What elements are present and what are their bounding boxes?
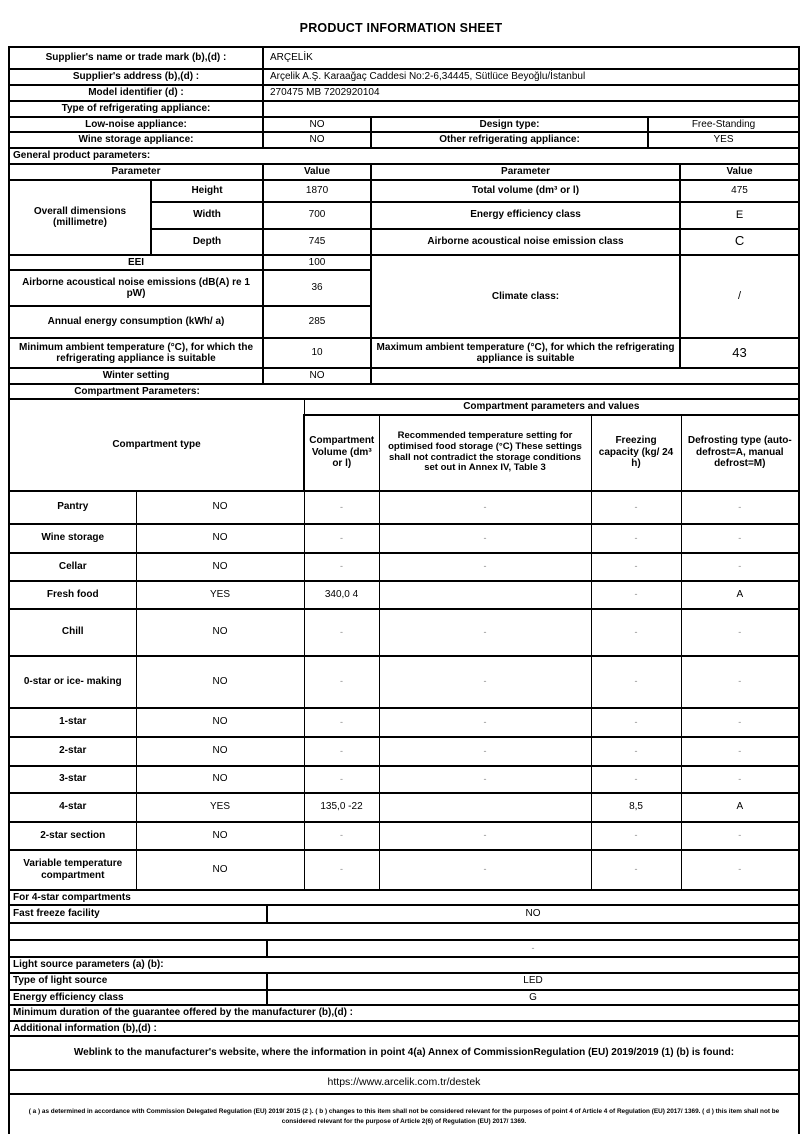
light-class-value: G — [267, 990, 799, 1006]
table-row — [9, 990, 799, 1006]
compartment-type-label: 2-star section — [9, 822, 136, 850]
table-row — [9, 1036, 799, 1070]
supplier-address-value: Arçelik A.Ş. Karaağaç Caddesi No:2-6,34445, Sütlüce Beyoğlu/İstanbul — [263, 69, 799, 85]
compartment-present: NO — [136, 609, 304, 656]
value-column-header-right: Value — [680, 164, 799, 180]
compartment-row-4-star — [9, 793, 799, 822]
wine-storage-appliance-value: NO — [263, 132, 371, 148]
compartment-row-2-star — [9, 737, 799, 766]
noise-emissions-label: Airborne acoustical noise emissions (dB(A) re 1 pW) — [9, 270, 263, 306]
overall-dimensions-label: Overall dimensions (millimetre) — [9, 180, 151, 255]
compartment-type-label: Pantry — [9, 491, 136, 524]
compartment-type-label: 1-star — [9, 708, 136, 737]
compartment-volume: - — [304, 491, 379, 524]
general-parameters-table — [8, 163, 800, 401]
table-row — [9, 117, 799, 133]
width-label: Width — [151, 202, 263, 229]
compartment-parameters-section — [9, 384, 799, 400]
table-row — [9, 1094, 799, 1134]
compartment-volume: - — [304, 850, 379, 890]
compartment-defrost: - — [681, 708, 799, 737]
sheet-body — [8, 46, 798, 1134]
compartment-present: NO — [136, 524, 304, 553]
freezing-capacity-header: Freezing capacity (kg/ 24 h) — [591, 415, 681, 491]
compartment-present: NO — [136, 822, 304, 850]
compartment-freezing: - — [591, 553, 681, 581]
compartment-freezing: 8,5 — [591, 793, 681, 822]
defrosting-type-header: Defrosting type (auto-defrost=A, manual defrost=M) — [681, 415, 799, 491]
section-row — [9, 957, 799, 973]
empty-row — [9, 923, 799, 940]
noise-class-value: C — [680, 229, 799, 255]
compartment-temp: - — [379, 766, 591, 793]
supplier-table — [8, 46, 800, 165]
compartment-volume-header: Compartment Volume (dm³ or l) — [304, 415, 379, 491]
compartment-freezing: - — [591, 766, 681, 793]
climate-class-value: / — [680, 255, 799, 339]
climate-class-label: Climate class: — [371, 255, 680, 339]
compartment-temp: - — [379, 491, 591, 524]
compartment-volume: - — [304, 822, 379, 850]
compartment-row-2-star-section — [9, 822, 799, 850]
compartment-defrost: - — [681, 491, 799, 524]
light-source-section-label: Light source parameters (a) (b): — [9, 957, 799, 973]
compartment-row-3-star — [9, 766, 799, 793]
width-value: 700 — [263, 202, 371, 229]
min-ambient-label: Minimum ambient temperature (°C), for which the refrigerating appliance is suitable — [9, 338, 263, 368]
compartment-freezing: - — [591, 708, 681, 737]
compartment-group-header: Compartment parameters and values — [304, 399, 799, 415]
depth-label: Depth — [151, 229, 263, 255]
compartment-freezing: - — [591, 581, 681, 609]
compartment-defrost: - — [681, 524, 799, 553]
compartment-present: NO — [136, 766, 304, 793]
compartment-freezing: - — [591, 524, 681, 553]
compartment-temp: - — [379, 737, 591, 766]
max-ambient-value: 43 — [680, 338, 799, 368]
compartment-defrost: - — [681, 609, 799, 656]
compartment-type-label: 0-star or ice- making — [9, 656, 136, 708]
compartment-defrost: - — [681, 766, 799, 793]
compartment-row-variable-temp — [9, 850, 799, 890]
table-row — [9, 905, 799, 923]
value-column-header: Value — [263, 164, 371, 180]
compartment-freezing: - — [591, 609, 681, 656]
recommended-temp-header: Recommended temperature setting for optimised food storage (°C) These settings shall not contradict the storage conditions set out in Annex IV, Table 3 — [379, 415, 591, 491]
additional-info-label: Additional information (b),(d) : — [9, 1021, 799, 1037]
eei-label: EEI — [9, 255, 263, 271]
supplier-address-label: Supplier's address (b),(d) : — [9, 69, 263, 85]
model-identifier-value: 270475 MB 7202920104 — [263, 85, 799, 101]
compartment-present: NO — [136, 491, 304, 524]
height-label: Height — [151, 180, 263, 202]
light-type-label: Type of light source — [9, 973, 267, 990]
fast-freeze-value: NO — [267, 905, 799, 923]
total-volume-value: 475 — [680, 180, 799, 202]
four-star-section-label: For 4-star compartments — [9, 890, 799, 906]
depth-value: 745 — [263, 229, 371, 255]
compartment-present: YES — [136, 581, 304, 609]
compartment-volume: 135,0 -22 — [304, 793, 379, 822]
noise-class-label: Airborne acoustical noise emission class — [371, 229, 680, 255]
compartment-temp: - — [379, 524, 591, 553]
compartment-freezing: - — [591, 656, 681, 708]
compartment-volume: - — [304, 524, 379, 553]
table-row — [9, 973, 799, 990]
winter-setting-label: Winter setting — [9, 368, 263, 384]
compartment-row-fresh-food — [9, 581, 799, 609]
winter-setting-value: NO — [263, 368, 371, 384]
compartment-row-1-star — [9, 708, 799, 737]
compartment-row-0-star — [9, 656, 799, 708]
compartment-defrost: - — [681, 737, 799, 766]
annual-energy-label: Annual energy consumption (kWh/ a) — [9, 306, 263, 338]
table-row — [9, 255, 799, 271]
compartment-temp — [379, 581, 591, 609]
table-row — [9, 69, 799, 85]
compartment-type-label: 2-star — [9, 737, 136, 766]
table-row — [9, 368, 799, 384]
compartment-present: NO — [136, 656, 304, 708]
compartment-defrost: - — [681, 822, 799, 850]
general-parameters-section-label: General product parameters: — [9, 148, 799, 164]
light-type-value: LED — [267, 973, 799, 990]
low-noise-value: NO — [263, 117, 371, 133]
compartment-parameters-section-label: Compartment Parameters: — [74, 385, 200, 397]
compartment-present: NO — [136, 850, 304, 890]
compartment-defrost: - — [681, 656, 799, 708]
section-row — [9, 148, 799, 164]
table-row — [9, 940, 799, 957]
compartment-temp: - — [379, 708, 591, 737]
light-class-label: Energy efficiency class — [9, 990, 267, 1006]
compartment-type-label: Fresh food — [9, 581, 136, 609]
compartment-type-header: Compartment type — [9, 399, 304, 491]
table-row — [9, 47, 799, 69]
table-row — [9, 132, 799, 148]
compartment-volume: - — [304, 737, 379, 766]
parameter-column-header: Parameter — [9, 164, 263, 180]
noise-emissions-value: 36 — [263, 270, 371, 306]
header-row — [9, 399, 799, 415]
wine-storage-appliance-label: Wine storage appliance: — [9, 132, 263, 148]
weblink-label: Weblink to the manufacturer's website, where the information in point 4(a) Annex of CommissionRegulation (EU) 2019/2019 (1) (b) is found: — [9, 1036, 799, 1070]
table-row — [9, 338, 799, 368]
compartment-defrost: A — [681, 581, 799, 609]
supplier-name-label: Supplier's name or trade mark (b),(d) : — [9, 47, 263, 69]
annual-energy-value: 285 — [263, 306, 371, 338]
compartment-present: NO — [136, 737, 304, 766]
compartment-row-pantry — [9, 491, 799, 524]
table-row — [9, 1070, 799, 1094]
compartment-type-label: Chill — [9, 609, 136, 656]
compartment-volume: - — [304, 656, 379, 708]
min-ambient-value: 10 — [263, 338, 371, 368]
compartment-defrost: - — [681, 553, 799, 581]
compartment-temp: - — [379, 822, 591, 850]
compartment-volume: - — [304, 766, 379, 793]
header-row — [9, 164, 799, 180]
empty-label-cell — [9, 940, 267, 957]
fast-freeze-label: Fast freeze facility — [9, 905, 267, 923]
compartment-defrost: A — [681, 793, 799, 822]
weblink-url: https://www.arcelik.com.tr/destek — [9, 1070, 799, 1094]
compartment-type-label: 3-star — [9, 766, 136, 793]
table-row — [9, 923, 799, 940]
compartment-temp: - — [379, 850, 591, 890]
low-noise-label: Low-noise appliance: — [9, 117, 263, 133]
compartment-volume: - — [304, 609, 379, 656]
eei-value: 100 — [263, 255, 371, 271]
compartment-type-label: Cellar — [9, 553, 136, 581]
compartment-row-wine-storage — [9, 524, 799, 553]
parameter-column-header-right: Parameter — [371, 164, 680, 180]
compartment-table — [8, 398, 800, 891]
guarantee-label: Minimum duration of the guarantee offered by the manufacturer (b),(d) : — [9, 1005, 799, 1021]
section-row — [9, 890, 799, 906]
appliance-type-label: Type of refrigerating appliance: — [9, 101, 263, 117]
compartment-row-chill — [9, 609, 799, 656]
design-type-label: Design type: — [371, 117, 648, 133]
other-refrigerating-label: Other refrigerating appliance: — [371, 132, 648, 148]
section-row — [9, 1005, 799, 1021]
footnote-text: ( a ) as determined in accordance with Commission Delegated Regulation (EU) 2019/ 2015 (2 ). ( b ) changes to this item shall not be considered relevant for the purposes of point 4 of Article 4 of Regulation (EU) 2017/ 1369. ( d ) this item shall not be considered relevant for the purpose of Article 2(6) of Regulation (EU) 2017/ 1369. — [9, 1094, 799, 1134]
blank-row-value: - — [267, 940, 799, 957]
compartment-defrost: - — [681, 850, 799, 890]
winter-setting-empty-cell — [371, 368, 799, 384]
table-row — [9, 180, 799, 202]
max-ambient-label: Maximum ambient temperature (°C), for which the refrigerating appliance is suitable — [371, 338, 680, 368]
energy-class-label: Energy efficiency class — [371, 202, 680, 229]
table-row — [9, 101, 799, 117]
supplier-name-value: ARÇELİK — [263, 47, 799, 69]
design-type-value: Free-Standing — [648, 117, 799, 133]
appliance-type-value — [263, 101, 799, 117]
page-title: PRODUCT INFORMATION SHEET — [299, 21, 503, 35]
compartment-type-label: Variable temperature compartment — [9, 850, 136, 890]
compartment-volume: - — [304, 708, 379, 737]
compartment-row-cellar — [9, 553, 799, 581]
compartment-freezing: - — [591, 850, 681, 890]
compartment-temp: - — [379, 609, 591, 656]
compartment-temp — [379, 793, 591, 822]
total-volume-label: Total volume (dm³ or l) — [371, 180, 680, 202]
compartment-present: YES — [136, 793, 304, 822]
compartment-temp: - — [379, 656, 591, 708]
compartment-type-label: Wine storage — [9, 524, 136, 553]
height-value: 1870 — [263, 180, 371, 202]
energy-class-value: E — [680, 202, 799, 229]
compartment-present: NO — [136, 553, 304, 581]
compartment-freezing: - — [591, 491, 681, 524]
other-refrigerating-value: YES — [648, 132, 799, 148]
section-row — [9, 384, 799, 400]
compartment-freezing: - — [591, 737, 681, 766]
compartment-freezing: - — [591, 822, 681, 850]
model-identifier-label: Model identifier (d) : — [9, 85, 263, 101]
table-row — [9, 85, 799, 101]
compartment-volume: 340,0 4 — [304, 581, 379, 609]
compartment-volume: - — [304, 553, 379, 581]
section-row — [9, 1021, 799, 1037]
compartment-temp: - — [379, 553, 591, 581]
compartment-type-label: 4-star — [9, 793, 136, 822]
footer-table — [8, 889, 800, 1134]
compartment-present: NO — [136, 708, 304, 737]
